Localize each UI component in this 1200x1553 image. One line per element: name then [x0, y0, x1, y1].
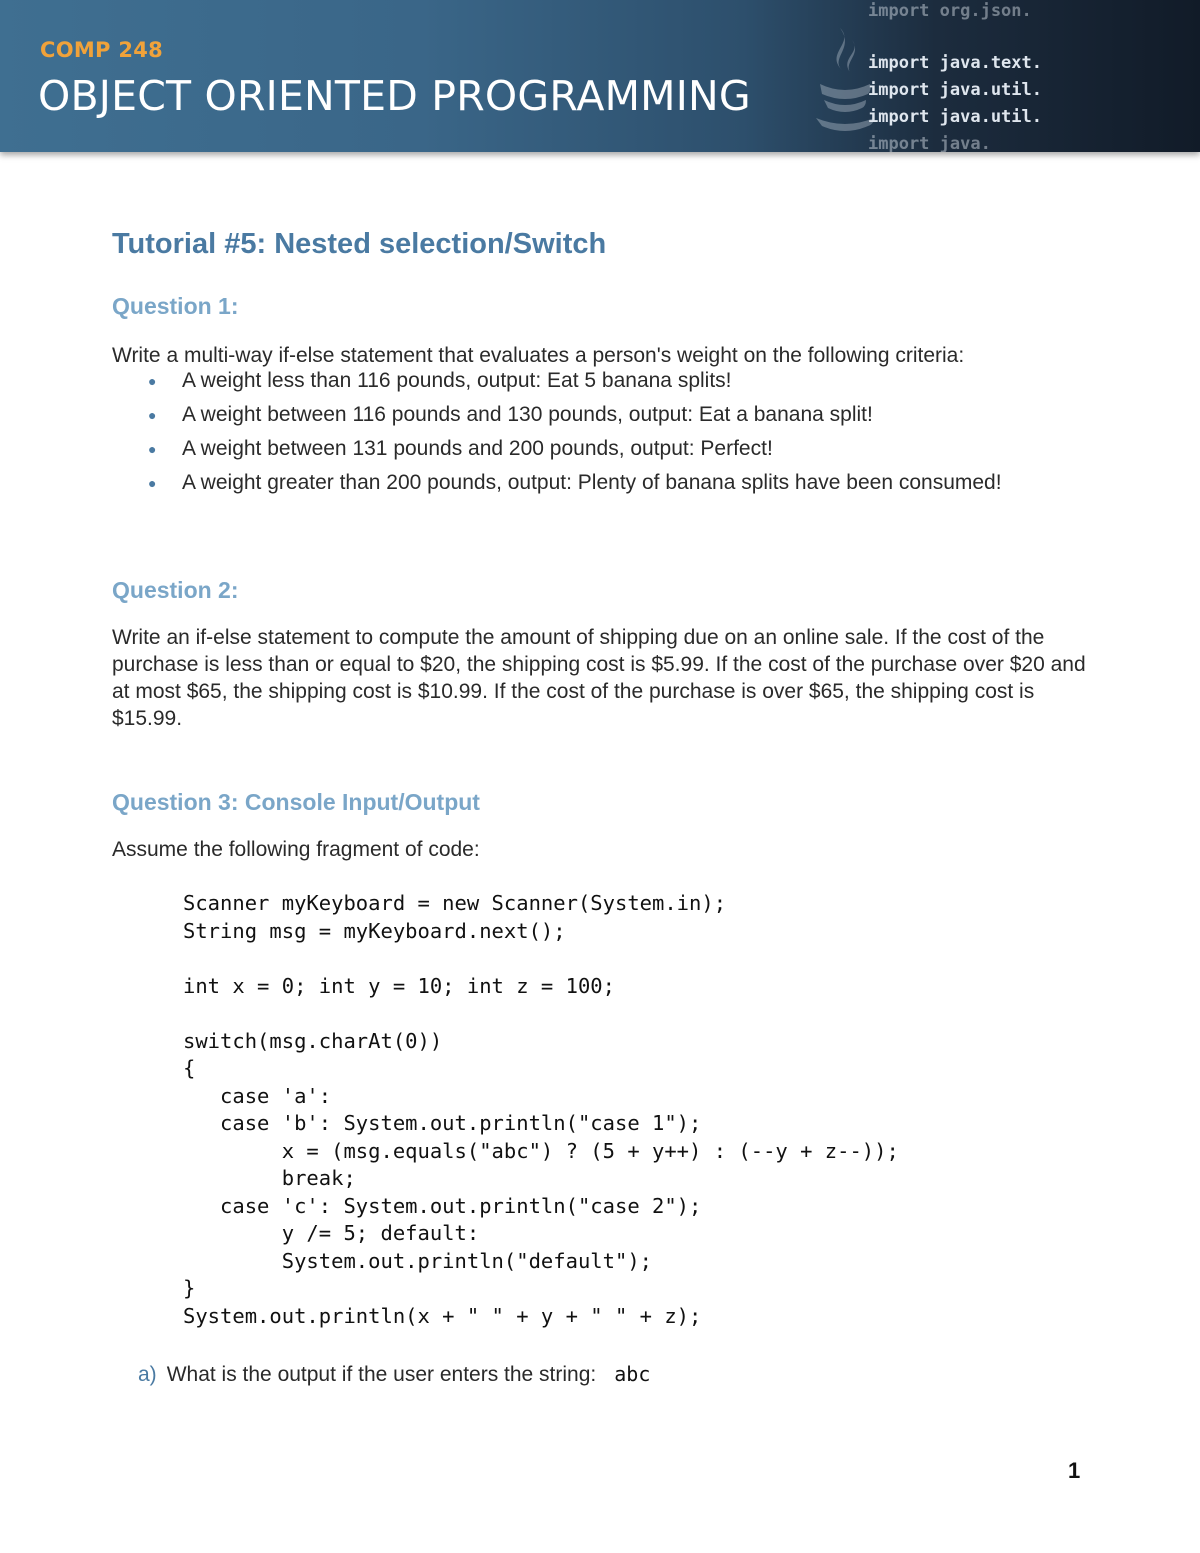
course-title: OBJECT ORIENTED PROGRAMMING [38, 72, 751, 120]
question-3a-text: What is the output if the user enters the string: [166, 1363, 597, 1386]
banner-code-line: import java. [868, 134, 991, 152]
list-item-text: A weight between 116 pounds and 130 pounds, output: Eat a banana split! [182, 403, 873, 426]
bullet-icon: ● [148, 407, 157, 423]
banner-code-line: import java.util. [868, 80, 1042, 100]
question-3a-input-string: abc [614, 1362, 651, 1386]
list-item [112, 435, 1002, 469]
question-2-heading: Question 2: [112, 577, 239, 603]
page-title: Tutorial #5: Nested selection/Switch [112, 228, 607, 260]
bullet-icon: ● [148, 441, 157, 457]
list-item-text: A weight less than 116 pounds, output: Eat 5 banana splits! [182, 369, 732, 392]
banner-code-line: import java.text. [868, 53, 1042, 73]
banner-code-line: import java.util. [868, 107, 1042, 127]
list-item [112, 469, 1002, 503]
code-block: Scanner myKeyboard = new Scanner(System.in); String msg = myKeyboard.next(); int x = 0; int y = 10; int z = 100; switch(msg.charAt(0)) { case 'a': case 'b': System.out.println("case 1"); x = (msg.equals("abc") ? (5 + y++) : (--y + z--)); break; case 'c': System.out.println("case 2"); y /= 5; default: System.out.println("default"); } System.out.println(x + " " + y + " " + z); [183, 891, 899, 1328]
list-item [112, 367, 1002, 401]
list-item-text: A weight between 131 pounds and 200 pounds, output: Perfect! [182, 437, 773, 460]
question-3-intro: Assume the following fragment of code: [112, 838, 480, 861]
bullet-icon: ● [148, 373, 157, 389]
banner-code-line: import org.json. [868, 1, 1032, 21]
banner-code-decoration [868, 0, 1200, 152]
list-item [112, 401, 1002, 435]
course-code: COMP 248 [40, 38, 164, 62]
question-3a [138, 1362, 650, 1387]
question-1-intro: Write a multi-way if-else statement that evaluates a person's weight on the following criteria: [112, 344, 965, 367]
question-2-text: Write an if-else statement to compute the amount of shipping due on an online sale. If the cost of the purchase is less than or equal to $20, the shipping cost is $5.99. If the cost of the purchase over $20 and at most $65, the shipping cost is $10.99. If the cost of the purchase is over $65, the shipping cost is $15.99. [112, 626, 1086, 730]
question-1-heading: Question 1: [112, 293, 239, 319]
header-banner [0, 0, 1200, 152]
question-3a-letter: a) [138, 1363, 157, 1386]
question-3-heading: Question 3: Console Input/Output [112, 789, 480, 815]
list-item-text: A weight greater than 200 pounds, output: Plenty of banana splits have been consumed! [182, 471, 1002, 494]
page-number: 1 [1068, 1458, 1081, 1483]
bullet-icon: ● [148, 475, 157, 491]
question-1-criteria-list [112, 367, 1002, 503]
